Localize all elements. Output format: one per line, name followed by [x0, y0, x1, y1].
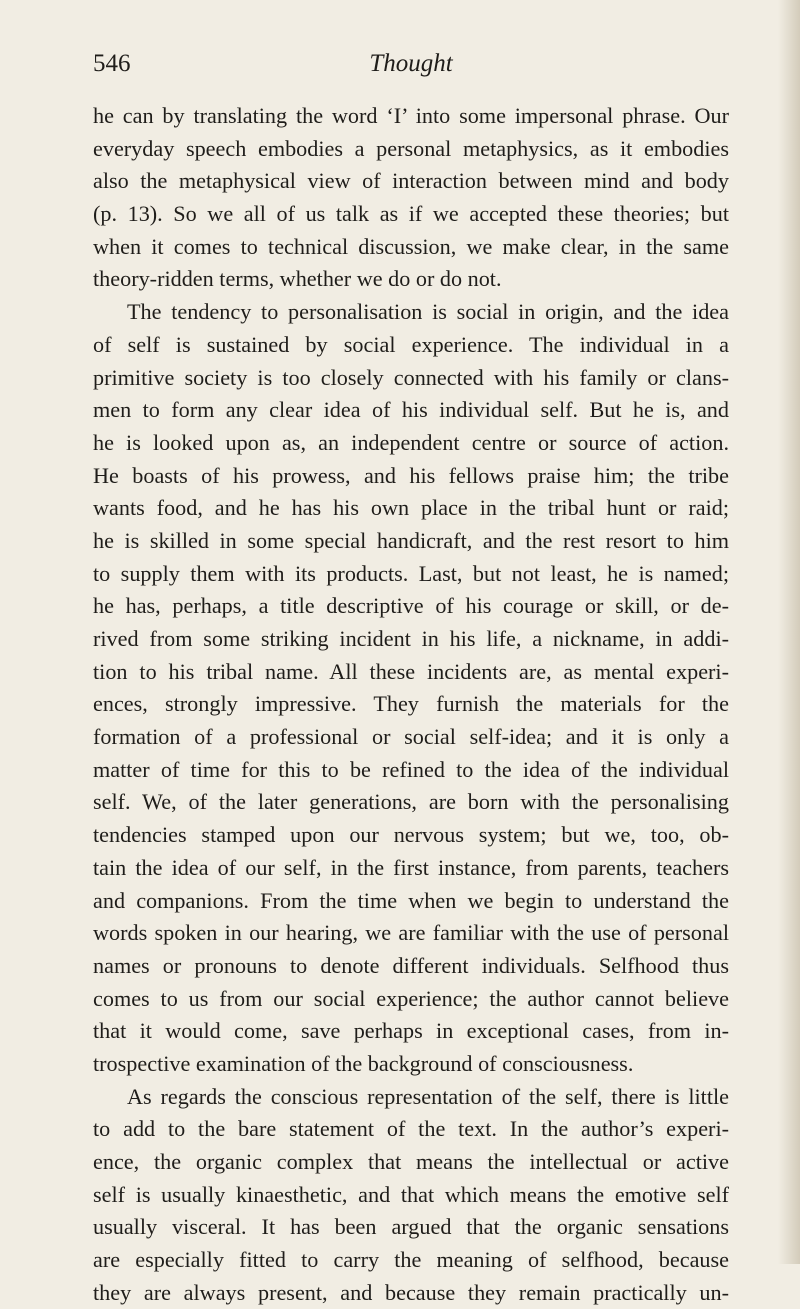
running-head: Thought — [369, 50, 453, 77]
text-line: he has, perhaps, a title descriptive of his courage or skill, or de- — [93, 593, 729, 619]
text-line: he is looked upon as, an independent centre or source of action. — [93, 429, 729, 455]
text-line: comes to us from our social experience; the author cannot believe — [93, 985, 729, 1011]
text-line: formation of a professional or social self-idea; and it is only a — [93, 724, 729, 750]
page-number: 546 — [93, 50, 131, 77]
text-line: to add to the bare statement of the text. In the author’s experi- — [93, 1116, 729, 1142]
text-line: to supply them with its products. Last, but not least, he is named; — [93, 560, 729, 586]
text-line: he is skilled in some special handicraft, and the rest resort to him — [93, 527, 729, 553]
text-line: and companions. From the time when we begin to understand the — [93, 887, 729, 913]
page-header — [93, 44, 729, 84]
text-line: that it would come, save perhaps in exceptional cases, from in- — [93, 1018, 729, 1044]
text-line: tain the idea of our self, in the first instance, from parents, teachers — [93, 854, 729, 880]
text-line: also the metaphysical view of interaction between mind and body — [93, 168, 729, 194]
text-line: tendencies stamped upon our nervous system; but we, too, ob- — [93, 822, 729, 848]
text-line: theory-ridden terms, whether we do or do not. — [93, 266, 502, 292]
text-line: primitive society is too closely connected with his family or clans- — [93, 364, 729, 390]
text-line: are especially fitted to carry the meaning of selfhood, because — [93, 1247, 729, 1273]
text-line: rived from some striking incident in his life, a nickname, in addi- — [93, 626, 729, 651]
text-line: self. We, of the later generations, are born with the personalising — [93, 789, 729, 815]
text-line: self is usually kinaesthetic, and that which means the emotive self — [93, 1181, 729, 1207]
text-line: trospective examination of the background of consciousness. — [93, 1050, 634, 1076]
text-line: As regards the conscious representation of the self, there is little — [127, 1083, 729, 1109]
text-line: names or pronouns to denote different individuals. Selfhood thus — [93, 952, 729, 978]
text-line: words spoken in our hearing, we are familiar with the use of personal — [93, 920, 729, 946]
text-line: he can by translating the word ‘I’ into some impersonal phrase. Our — [93, 103, 729, 128]
text-line: tion to his tribal name. All these incidents are, as mental experi- — [93, 658, 729, 684]
text-line: ence, the organic complex that means the intellectual or active — [93, 1149, 729, 1174]
text-line: wants food, and he has his own place in the tribal hunt or raid; — [93, 495, 729, 521]
text-line: usually visceral. It has been argued that the organic sensations — [93, 1214, 729, 1240]
text-line: He boasts of his prowess, and his fellows praise him; the tribe — [93, 462, 729, 488]
body-text — [93, 100, 729, 1309]
text-line: everyday speech embodies a personal metaphysics, as it embodies — [93, 135, 729, 161]
text-line: men to form any clear idea of his individual self. But he is, and — [93, 397, 729, 423]
text-line: ences, strongly impressive. They furnish the materials for the — [93, 691, 729, 717]
text-line: they are always present, and because they remain practically un- — [93, 1279, 729, 1305]
text-line: matter of time for this to be refined to the idea of the individual — [93, 756, 729, 782]
text-line: when it comes to technical discussion, we make clear, in the same — [93, 233, 729, 259]
page-edge-shadow — [778, 0, 800, 1264]
text-line: (p. 13). So we all of us talk as if we accepted these theories; but — [93, 201, 729, 227]
text-line: The tendency to personalisation is social in origin, and the idea — [127, 299, 729, 325]
text-line: of self is sustained by social experience. The individual in a — [93, 331, 729, 357]
